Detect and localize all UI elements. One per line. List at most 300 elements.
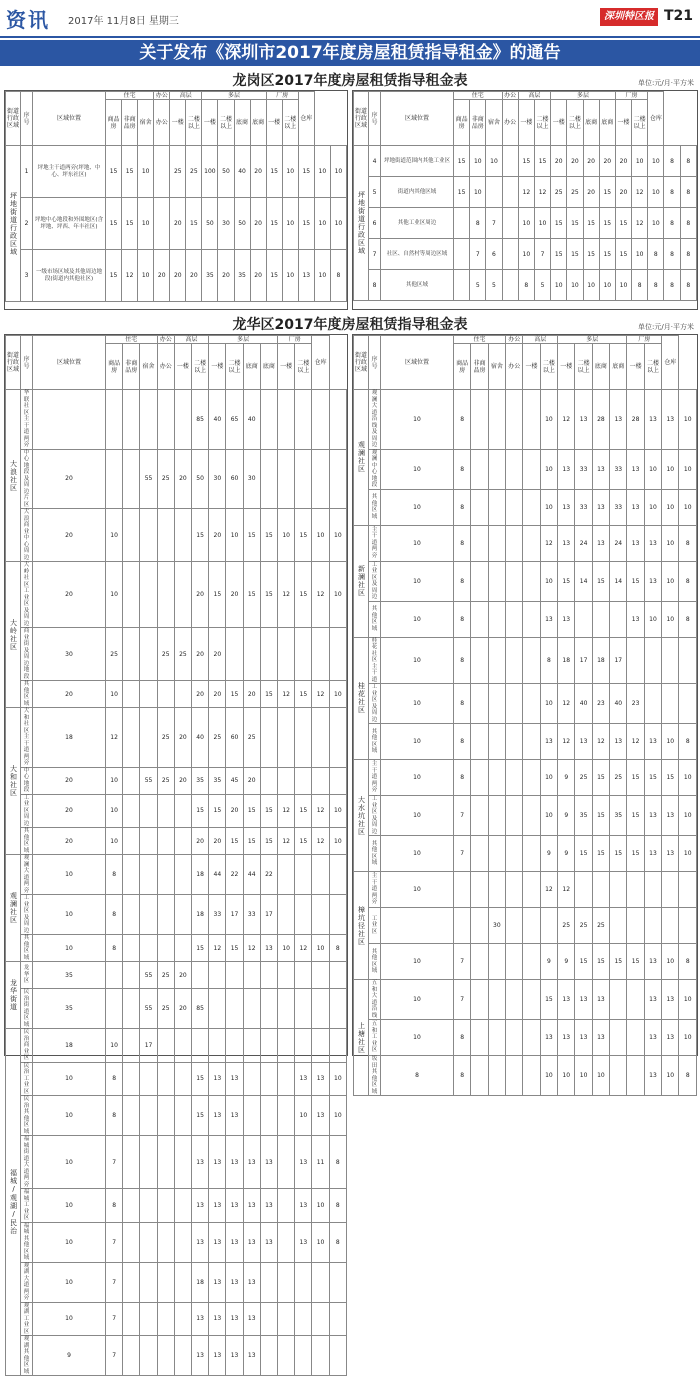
row-value: 10 (106, 681, 123, 708)
header-highrise: 高层 (174, 336, 208, 344)
row-value (471, 908, 488, 944)
row-value: 40 (243, 390, 260, 450)
row-location: 工业区及周边 (369, 796, 381, 836)
row-value (471, 489, 488, 525)
header-no: 序号 (21, 92, 33, 146)
row-value: 15 (226, 681, 243, 708)
row-value: 20 (250, 146, 266, 198)
row-value: 15 (295, 681, 312, 708)
row-value (123, 935, 140, 962)
row-value: 9 (558, 796, 575, 836)
row-value: 13 (644, 836, 661, 872)
row-value: 15 (592, 836, 609, 872)
row-value: 15 (662, 760, 679, 796)
row-value (174, 1096, 191, 1136)
row-value: 14 (575, 561, 592, 601)
row-value (174, 1336, 191, 1376)
row-value (260, 1262, 277, 1302)
row-value: 13 (627, 601, 644, 637)
row-value: 25 (567, 177, 583, 208)
row-value: 20 (192, 681, 209, 708)
row-value (506, 684, 523, 724)
row-value: 7 (454, 796, 471, 836)
row-value (454, 908, 471, 944)
row-value (123, 989, 140, 1029)
row-value: 15 (209, 794, 226, 828)
row-number: 3 (21, 250, 33, 302)
row-value (140, 1062, 157, 1096)
row-value: 10 (679, 980, 697, 1020)
row-value: 8 (632, 270, 648, 301)
row-value: 10 (312, 509, 329, 562)
row-value (123, 855, 140, 895)
row-value: 8 (454, 561, 471, 601)
row-value (278, 1136, 295, 1189)
row-value (502, 239, 518, 270)
row-value (140, 855, 157, 895)
row-value: 13 (226, 1062, 243, 1096)
row-value (523, 796, 540, 836)
row-value: 10 (470, 177, 486, 208)
row-value (506, 489, 523, 525)
row-value: 8 (679, 944, 697, 980)
row-value (157, 935, 174, 962)
row-value: 20 (226, 794, 243, 828)
longhua-right-table (352, 334, 698, 1095)
row-value: 13 (209, 1136, 226, 1189)
issue-date: 2017年 11月8日 星期三 (68, 16, 179, 27)
row-value (471, 944, 488, 980)
header-highrise: 高层 (518, 92, 550, 100)
row-value: 5 (486, 270, 502, 301)
row-value: 25 (106, 628, 123, 681)
row-value (260, 767, 277, 794)
row-value (523, 724, 540, 760)
row-value (243, 1062, 260, 1096)
row-value: 10 (662, 944, 679, 980)
row-location: 民治街道区域 (21, 989, 33, 1029)
row-value: 10 (381, 796, 454, 836)
row-value: 28 (627, 390, 644, 450)
row-value: 12 (209, 935, 226, 962)
row-location: 社区、自然村等周边区域 (381, 239, 454, 270)
row-value: 20 (33, 681, 106, 708)
row-value: 5 (534, 270, 550, 301)
row-value: 15 (243, 828, 260, 855)
row-value: 20 (174, 449, 191, 509)
row-value: 55 (140, 962, 157, 989)
row-value (106, 449, 123, 509)
row-value: 10 (226, 509, 243, 562)
row-value (278, 1062, 295, 1096)
row-value: 13 (209, 1336, 226, 1376)
row-value: 28 (592, 390, 609, 450)
header-sub-1: 非商品房 (123, 344, 140, 390)
row-value (106, 989, 123, 1029)
row-location: 工业区及周边 (369, 561, 381, 601)
row-value: 8 (329, 1136, 346, 1189)
row-value: 15 (226, 935, 243, 962)
row-value (123, 1189, 140, 1223)
row-location: 龙华区 (21, 962, 33, 989)
table-row (6, 1062, 347, 1096)
row-value (506, 561, 523, 601)
row-value: 10 (381, 872, 454, 908)
row-value (243, 989, 260, 1029)
community-cell: 观澜社区 (354, 390, 369, 526)
row-value (523, 980, 540, 1020)
header-location: 区域位置 (381, 92, 454, 146)
header-location: 区域位置 (33, 336, 106, 390)
longhua-left-grid (5, 335, 347, 1376)
row-value: 7 (534, 239, 550, 270)
row-value (506, 980, 523, 1020)
row-value: 10 (615, 270, 631, 301)
row-value (592, 872, 609, 908)
row-value: 13 (295, 1136, 312, 1189)
header-factory: 厂房 (278, 336, 312, 344)
row-value (123, 794, 140, 828)
row-value: 12 (312, 794, 329, 828)
row-value (488, 760, 505, 796)
row-value (454, 208, 470, 239)
header-sub-0: 商品房 (454, 100, 470, 146)
row-value: 8 (454, 601, 471, 637)
header-row (354, 92, 697, 100)
row-value (329, 855, 346, 895)
community-cell: 福城/观湖/民治 (6, 1029, 21, 1376)
header-multistory: 多层 (209, 336, 278, 344)
row-value: 15 (260, 562, 277, 628)
row-value (157, 509, 174, 562)
row-value (523, 601, 540, 637)
row-value: 8 (454, 684, 471, 724)
row-value: 15 (243, 562, 260, 628)
row-value: 25 (157, 989, 174, 1029)
row-value: 15 (592, 760, 609, 796)
row-value: 40 (192, 708, 209, 768)
row-value: 7 (470, 239, 486, 270)
row-value: 15 (454, 146, 470, 177)
table-row (354, 637, 697, 684)
header-sub-2: 宿舍 (488, 344, 505, 390)
row-value (157, 390, 174, 450)
row-value (329, 962, 346, 989)
table-row (354, 872, 697, 908)
row-value: 13 (192, 1189, 209, 1223)
row-value (157, 1096, 174, 1136)
community-cell: 龙华街道 (6, 962, 21, 1029)
row-value: 13 (627, 525, 644, 561)
row-value: 10 (381, 760, 454, 796)
header-sub-8: 底商 (583, 100, 599, 146)
row-value: 13 (662, 980, 679, 1020)
row-value: 8 (330, 250, 346, 302)
row-value (157, 1136, 174, 1189)
row-value (523, 944, 540, 980)
row-value: 65 (226, 390, 243, 450)
row-value (295, 1302, 312, 1336)
row-value (157, 1029, 174, 1063)
community-cell: 桂花社区 (354, 637, 369, 760)
header-sub-11: 二楼以上 (295, 344, 312, 390)
row-value: 10 (540, 1056, 557, 1096)
row-value: 10 (518, 208, 534, 239)
row-value: 13 (192, 1136, 209, 1189)
row-value (644, 684, 661, 724)
header-sub-10: 一楼 (627, 344, 644, 390)
row-value: 20 (209, 828, 226, 855)
header-sub-3: 办公 (502, 100, 518, 146)
row-value: 15 (592, 796, 609, 836)
longgang-right-grid (353, 91, 697, 301)
row-value (592, 601, 609, 637)
row-value (174, 855, 191, 895)
header-sub-11: 二楼以上 (644, 344, 661, 390)
row-value (123, 509, 140, 562)
row-value: 25 (157, 962, 174, 989)
row-value: 10 (648, 146, 664, 177)
row-value (157, 1222, 174, 1262)
row-value: 8 (454, 1020, 471, 1056)
row-value (192, 962, 209, 989)
row-value: 8 (680, 177, 696, 208)
row-value: 15 (192, 935, 209, 962)
row-location: 工业区周边 (21, 794, 33, 828)
row-value: 10 (644, 601, 661, 637)
row-value (488, 489, 505, 525)
row-location: 中心地段及周边片区 (21, 449, 33, 509)
table-row (354, 208, 697, 239)
row-value: 15 (627, 944, 644, 980)
row-value (329, 1336, 346, 1376)
row-value (157, 895, 174, 935)
row-value (123, 1062, 140, 1096)
row-value: 60 (226, 708, 243, 768)
row-value: 7 (106, 1336, 123, 1376)
row-value (295, 962, 312, 989)
row-value: 20 (33, 562, 106, 628)
row-value (610, 980, 627, 1020)
row-value: 13 (644, 724, 661, 760)
row-value (278, 895, 295, 935)
row-value (488, 872, 505, 908)
row-value: 7 (454, 836, 471, 872)
row-value: 13 (192, 1222, 209, 1262)
header-street: 街道行政区域 (354, 92, 369, 146)
row-value: 10 (662, 449, 679, 489)
header-residential: 住宅 (106, 336, 158, 344)
row-value: 7 (106, 1136, 123, 1189)
row-number: 7 (369, 239, 381, 270)
row-value (140, 1222, 157, 1262)
row-value (644, 872, 661, 908)
row-value: 10 (106, 1029, 123, 1063)
row-value: 25 (610, 760, 627, 796)
header-sub-7: 二楼以上 (575, 344, 592, 390)
row-value: 13 (226, 1336, 243, 1376)
row-value (506, 390, 523, 450)
row-location: 其他区域 (21, 935, 33, 962)
row-value: 13 (209, 1302, 226, 1336)
row-value: 20 (192, 562, 209, 628)
row-value: 60 (226, 449, 243, 509)
row-value: 13 (312, 1096, 329, 1136)
row-value: 12 (540, 872, 557, 908)
row-value: 15 (610, 836, 627, 872)
row-value: 15 (599, 239, 615, 270)
community-cell: 上塘社区 (354, 980, 369, 1096)
row-value: 15 (592, 561, 609, 601)
row-value: 8 (679, 561, 697, 601)
row-value (502, 208, 518, 239)
row-value (488, 1056, 505, 1096)
row-value (488, 836, 505, 872)
row-value (157, 1062, 174, 1096)
row-value: 11 (312, 1136, 329, 1189)
row-value (174, 1302, 191, 1336)
row-value: 8 (454, 489, 471, 525)
row-value: 10 (106, 767, 123, 794)
row-value (312, 855, 329, 895)
row-value (523, 872, 540, 908)
row-value: 8 (664, 208, 680, 239)
row-value (123, 449, 140, 509)
header-multistory: 多层 (202, 92, 266, 100)
row-value: 10 (138, 250, 154, 302)
row-value (312, 1029, 329, 1063)
row-value (174, 1222, 191, 1262)
row-value: 7 (106, 1222, 123, 1262)
header-multistory: 多层 (551, 92, 616, 100)
row-value (627, 1056, 644, 1096)
row-value: 25 (243, 708, 260, 768)
row-value: 24 (575, 525, 592, 561)
row-value (157, 1262, 174, 1302)
row-value: 10 (312, 1222, 329, 1262)
row-value: 13 (592, 1020, 609, 1056)
header-sub-9: 底商 (250, 100, 266, 146)
table-row (354, 980, 697, 1020)
row-value: 8 (454, 724, 471, 760)
row-value: 13 (192, 1336, 209, 1376)
row-value (644, 637, 661, 684)
row-value: 20 (218, 250, 234, 302)
row-value (488, 601, 505, 637)
row-value: 10 (312, 935, 329, 962)
row-value: 13 (644, 796, 661, 836)
row-value: 13 (575, 1020, 592, 1056)
row-value (471, 601, 488, 637)
header-sub-5: 二楼以上 (192, 344, 209, 390)
row-value: 15 (615, 239, 631, 270)
row-value (278, 855, 295, 895)
row-value (174, 1189, 191, 1223)
table-row (354, 390, 697, 450)
row-value (540, 908, 557, 944)
row-value (260, 1062, 277, 1096)
row-value (123, 708, 140, 768)
row-value (123, 1262, 140, 1302)
header-location: 区域位置 (381, 336, 454, 390)
row-value: 10 (282, 250, 298, 302)
row-value (329, 708, 346, 768)
row-value (488, 449, 505, 489)
row-value (140, 1136, 157, 1189)
row-value: 10 (470, 146, 486, 177)
row-value (488, 525, 505, 561)
row-value: 13 (627, 489, 644, 525)
header-office: 办公 (154, 92, 170, 100)
row-value: 8 (329, 1189, 346, 1223)
row-value: 20 (33, 509, 106, 562)
row-location: 福城工业区 (21, 1189, 33, 1223)
row-value: 20 (583, 177, 599, 208)
row-value: 15 (186, 198, 202, 250)
row-value (209, 962, 226, 989)
row-value: 8 (329, 1222, 346, 1262)
row-value (278, 390, 295, 450)
row-value: 12 (278, 794, 295, 828)
row-value: 20 (174, 989, 191, 1029)
header-highrise: 高层 (170, 92, 202, 100)
header-row (6, 92, 347, 100)
row-value: 33 (209, 895, 226, 935)
row-value (123, 562, 140, 628)
row-value: 10 (33, 1136, 106, 1189)
row-value: 30 (209, 449, 226, 509)
row-value (226, 962, 243, 989)
header-sub-5: 二楼以上 (534, 100, 550, 146)
row-location: 其他区域 (21, 681, 33, 708)
row-value (123, 628, 140, 681)
table-row (354, 684, 697, 724)
row-value (312, 1262, 329, 1302)
table-row (6, 146, 347, 198)
table-row (6, 1302, 347, 1336)
table-row (354, 724, 697, 760)
row-value (488, 724, 505, 760)
row-value (157, 855, 174, 895)
row-value: 13 (243, 1136, 260, 1189)
row-value (471, 525, 488, 561)
row-value: 8 (329, 935, 346, 962)
row-value: 8 (381, 1056, 454, 1096)
row-value (140, 1262, 157, 1302)
row-value: 50 (234, 198, 250, 250)
row-value: 15 (567, 239, 583, 270)
row-value: 13 (226, 1096, 243, 1136)
row-value: 10 (33, 1302, 106, 1336)
section-name: 资讯 (6, 8, 50, 32)
header-sub-9: 底商 (610, 344, 627, 390)
header-sub-4: 一楼 (518, 100, 534, 146)
row-location: 桂花社区主干道 (369, 637, 381, 684)
longhua-left-table (4, 334, 348, 1375)
row-value: 10 (381, 1020, 454, 1056)
row-value (506, 760, 523, 796)
row-value: 12 (243, 935, 260, 962)
row-value: 13 (226, 1222, 243, 1262)
row-value: 55 (140, 449, 157, 509)
row-value: 9 (558, 760, 575, 796)
row-value (506, 637, 523, 684)
row-value (140, 1336, 157, 1376)
row-value: 8 (664, 146, 680, 177)
row-location: 观湖工业区 (21, 1302, 33, 1336)
row-value (226, 1029, 243, 1063)
row-value: 15 (627, 561, 644, 601)
